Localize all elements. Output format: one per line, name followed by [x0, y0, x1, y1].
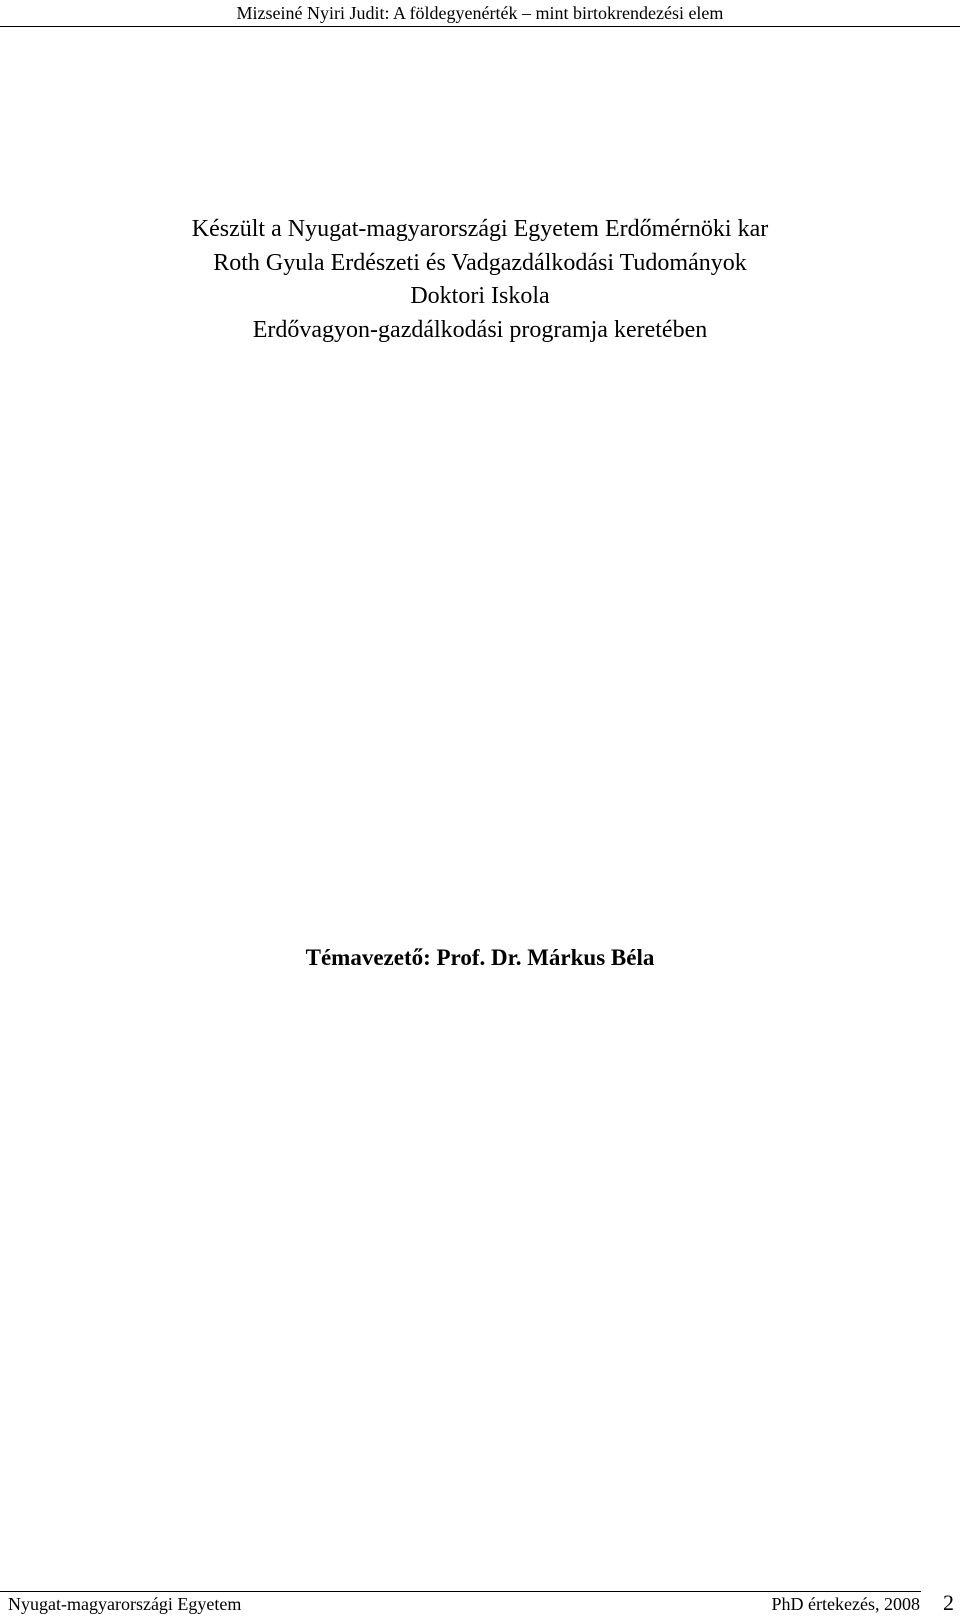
- running-title: Mizseiné Nyiri Judit: A földegyenérték – mint birtokrendezési elem: [236, 3, 724, 23]
- institution-statement: [0, 213, 960, 347]
- page-number: 2: [943, 1590, 954, 1615]
- institution-line-doctoral-school: Roth Gyula Erdészeti és Vadgazdálkodási Tudományok: [213, 249, 747, 276]
- footer-thesis-label: PhD értekezés, 2008: [771, 1594, 920, 1614]
- footer-university: Nyugat-magyarországi Egyetem: [8, 1594, 242, 1614]
- supervisor-line: Témavezető: Prof. Dr. Márkus Béla: [305, 945, 655, 970]
- institution-line-program: Erdővagyon-gazdálkodási programja keretében: [252, 316, 708, 343]
- page-footer: [0, 1590, 960, 1617]
- institution-line-university: Készült a Nyugat-magyarországi Egyetem Erdőmérnöki kar: [191, 216, 769, 242]
- page-header: [0, 0, 960, 27]
- footer-divider: [0, 1591, 921, 1592]
- institution-line-school-name: Doktori Iskola: [410, 283, 550, 309]
